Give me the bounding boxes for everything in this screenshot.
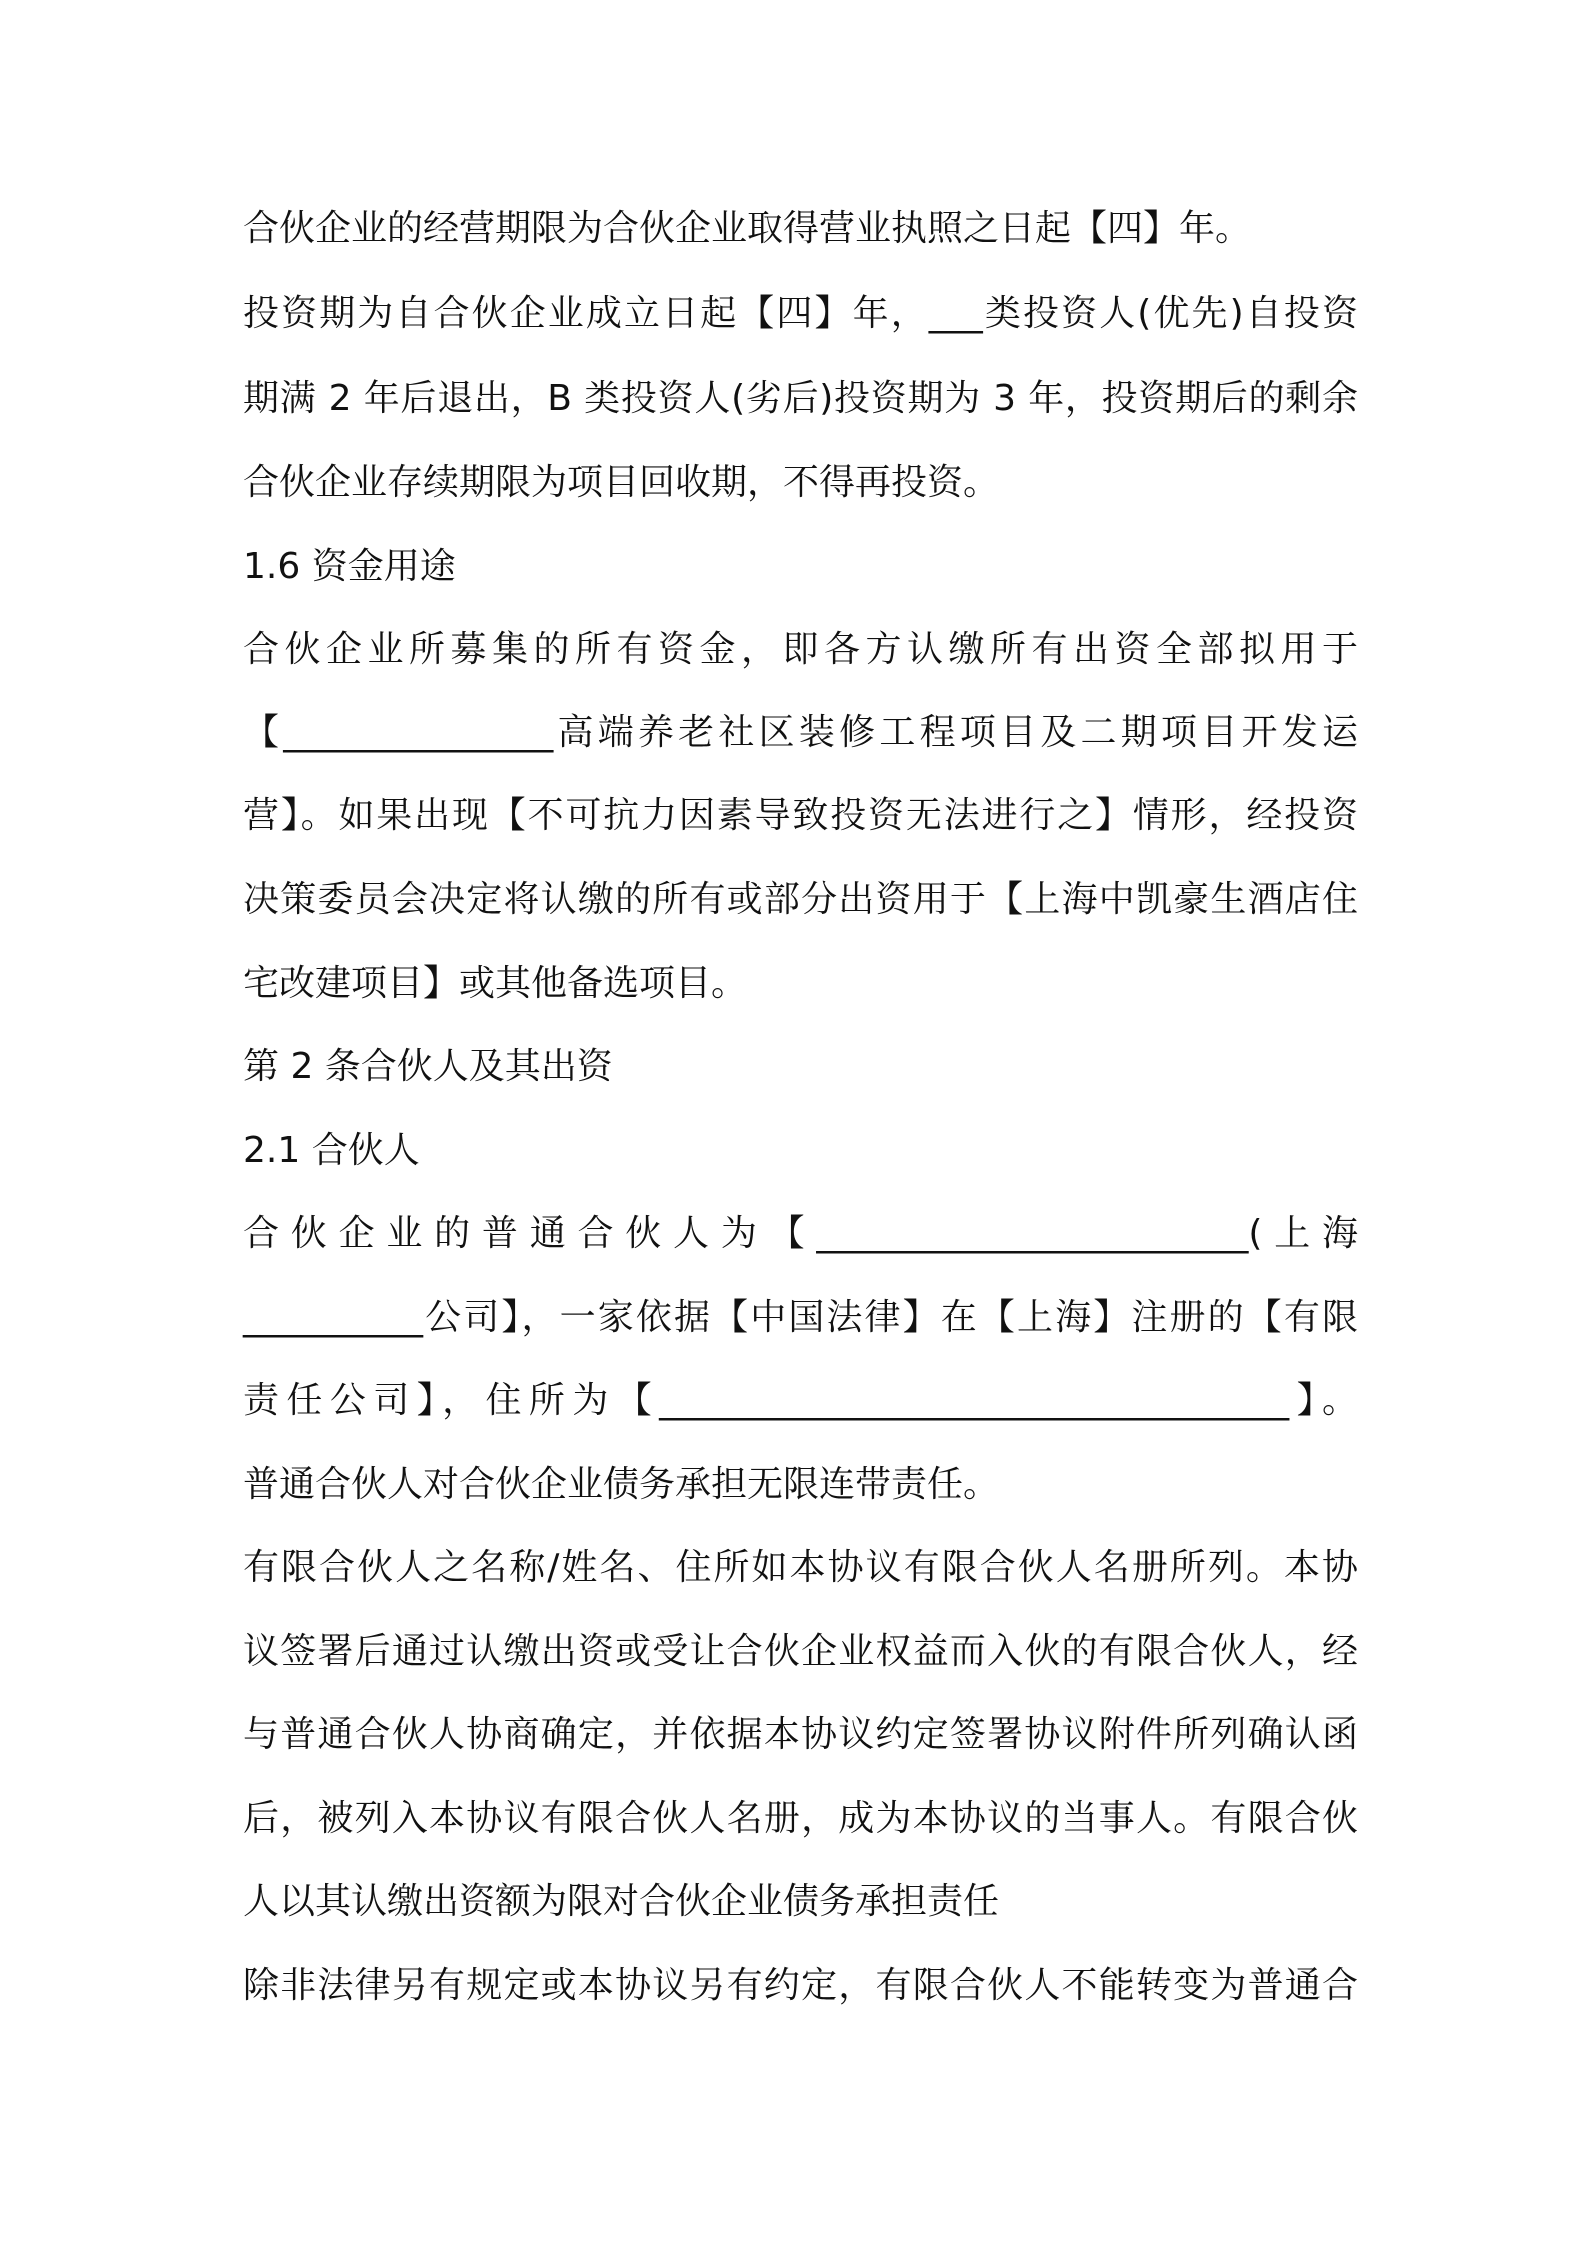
text-line: 合伙企业的普通合伙人为【________________________(上海 [243, 1213, 1358, 1254]
text-line: 宅改建项目】或其他备选项目。 [243, 963, 748, 1004]
text-line: 人以其认缴出资额为限对合伙企业债务承担责任 [243, 1881, 1000, 1922]
text-line: __________公司】，一家依据【中国法律】在【上海】注册的【有限 [243, 1297, 1358, 1338]
text-line: 有限合伙人之名称/姓名、住所如本协议有限合伙人名册所列。本协 [243, 1547, 1358, 1588]
text-line: 议签署后通过认缴出资或受让合伙企业权益而入伙的有限合伙人，经 [243, 1631, 1358, 1672]
text-line: 与普通合伙人协商确定，并依据本协议约定签署协议附件所列确认函 [243, 1714, 1358, 1755]
article-heading: 第 2 条合伙人及其出资 [243, 1046, 613, 1087]
section-heading: 2.1 合伙人 [243, 1130, 420, 1171]
text-line: 责任公司】，住所为【___________________________________】。 [243, 1380, 1358, 1421]
text-line: 期满 2 年后退出，B 类投资人(劣后)投资期为 3 年，投资期后的剩余 [243, 378, 1358, 419]
text-line: 合伙企业存续期限为项目回收期，不得再投资。 [243, 462, 1000, 503]
text-line: 营】。如果出现【不可抗力因素导致投资无法进行之】情形，经投资 [243, 795, 1358, 836]
text-line: 除非法律另有规定或本协议另有约定，有限合伙人不能转变为普通合 [243, 1965, 1358, 2006]
text-line: 决策委员会决定将认缴的所有或部分出资用于【上海中凯豪生酒店住 [243, 879, 1358, 920]
text-line: 合伙企业的经营期限为合伙企业取得营业执照之日起【四】年。 [243, 208, 1252, 249]
section-heading: 1.6 资金用途 [243, 546, 456, 587]
text-line: 普通合伙人对合伙企业债务承担无限连带责任。 [243, 1464, 1000, 1505]
text-line: 【_______________高端养老社区装修工程项目及二期项目开发运 [243, 712, 1358, 753]
text-line: 合伙企业所募集的所有资金，即各方认缴所有出资全部拟用于 [243, 629, 1358, 670]
text-line: 后，被列入本协议有限合伙人名册，成为本协议的当事人。有限合伙 [243, 1798, 1358, 1839]
text-line: 投资期为自合伙企业成立日起【四】年，___类投资人(优先)自投资 [243, 293, 1358, 334]
